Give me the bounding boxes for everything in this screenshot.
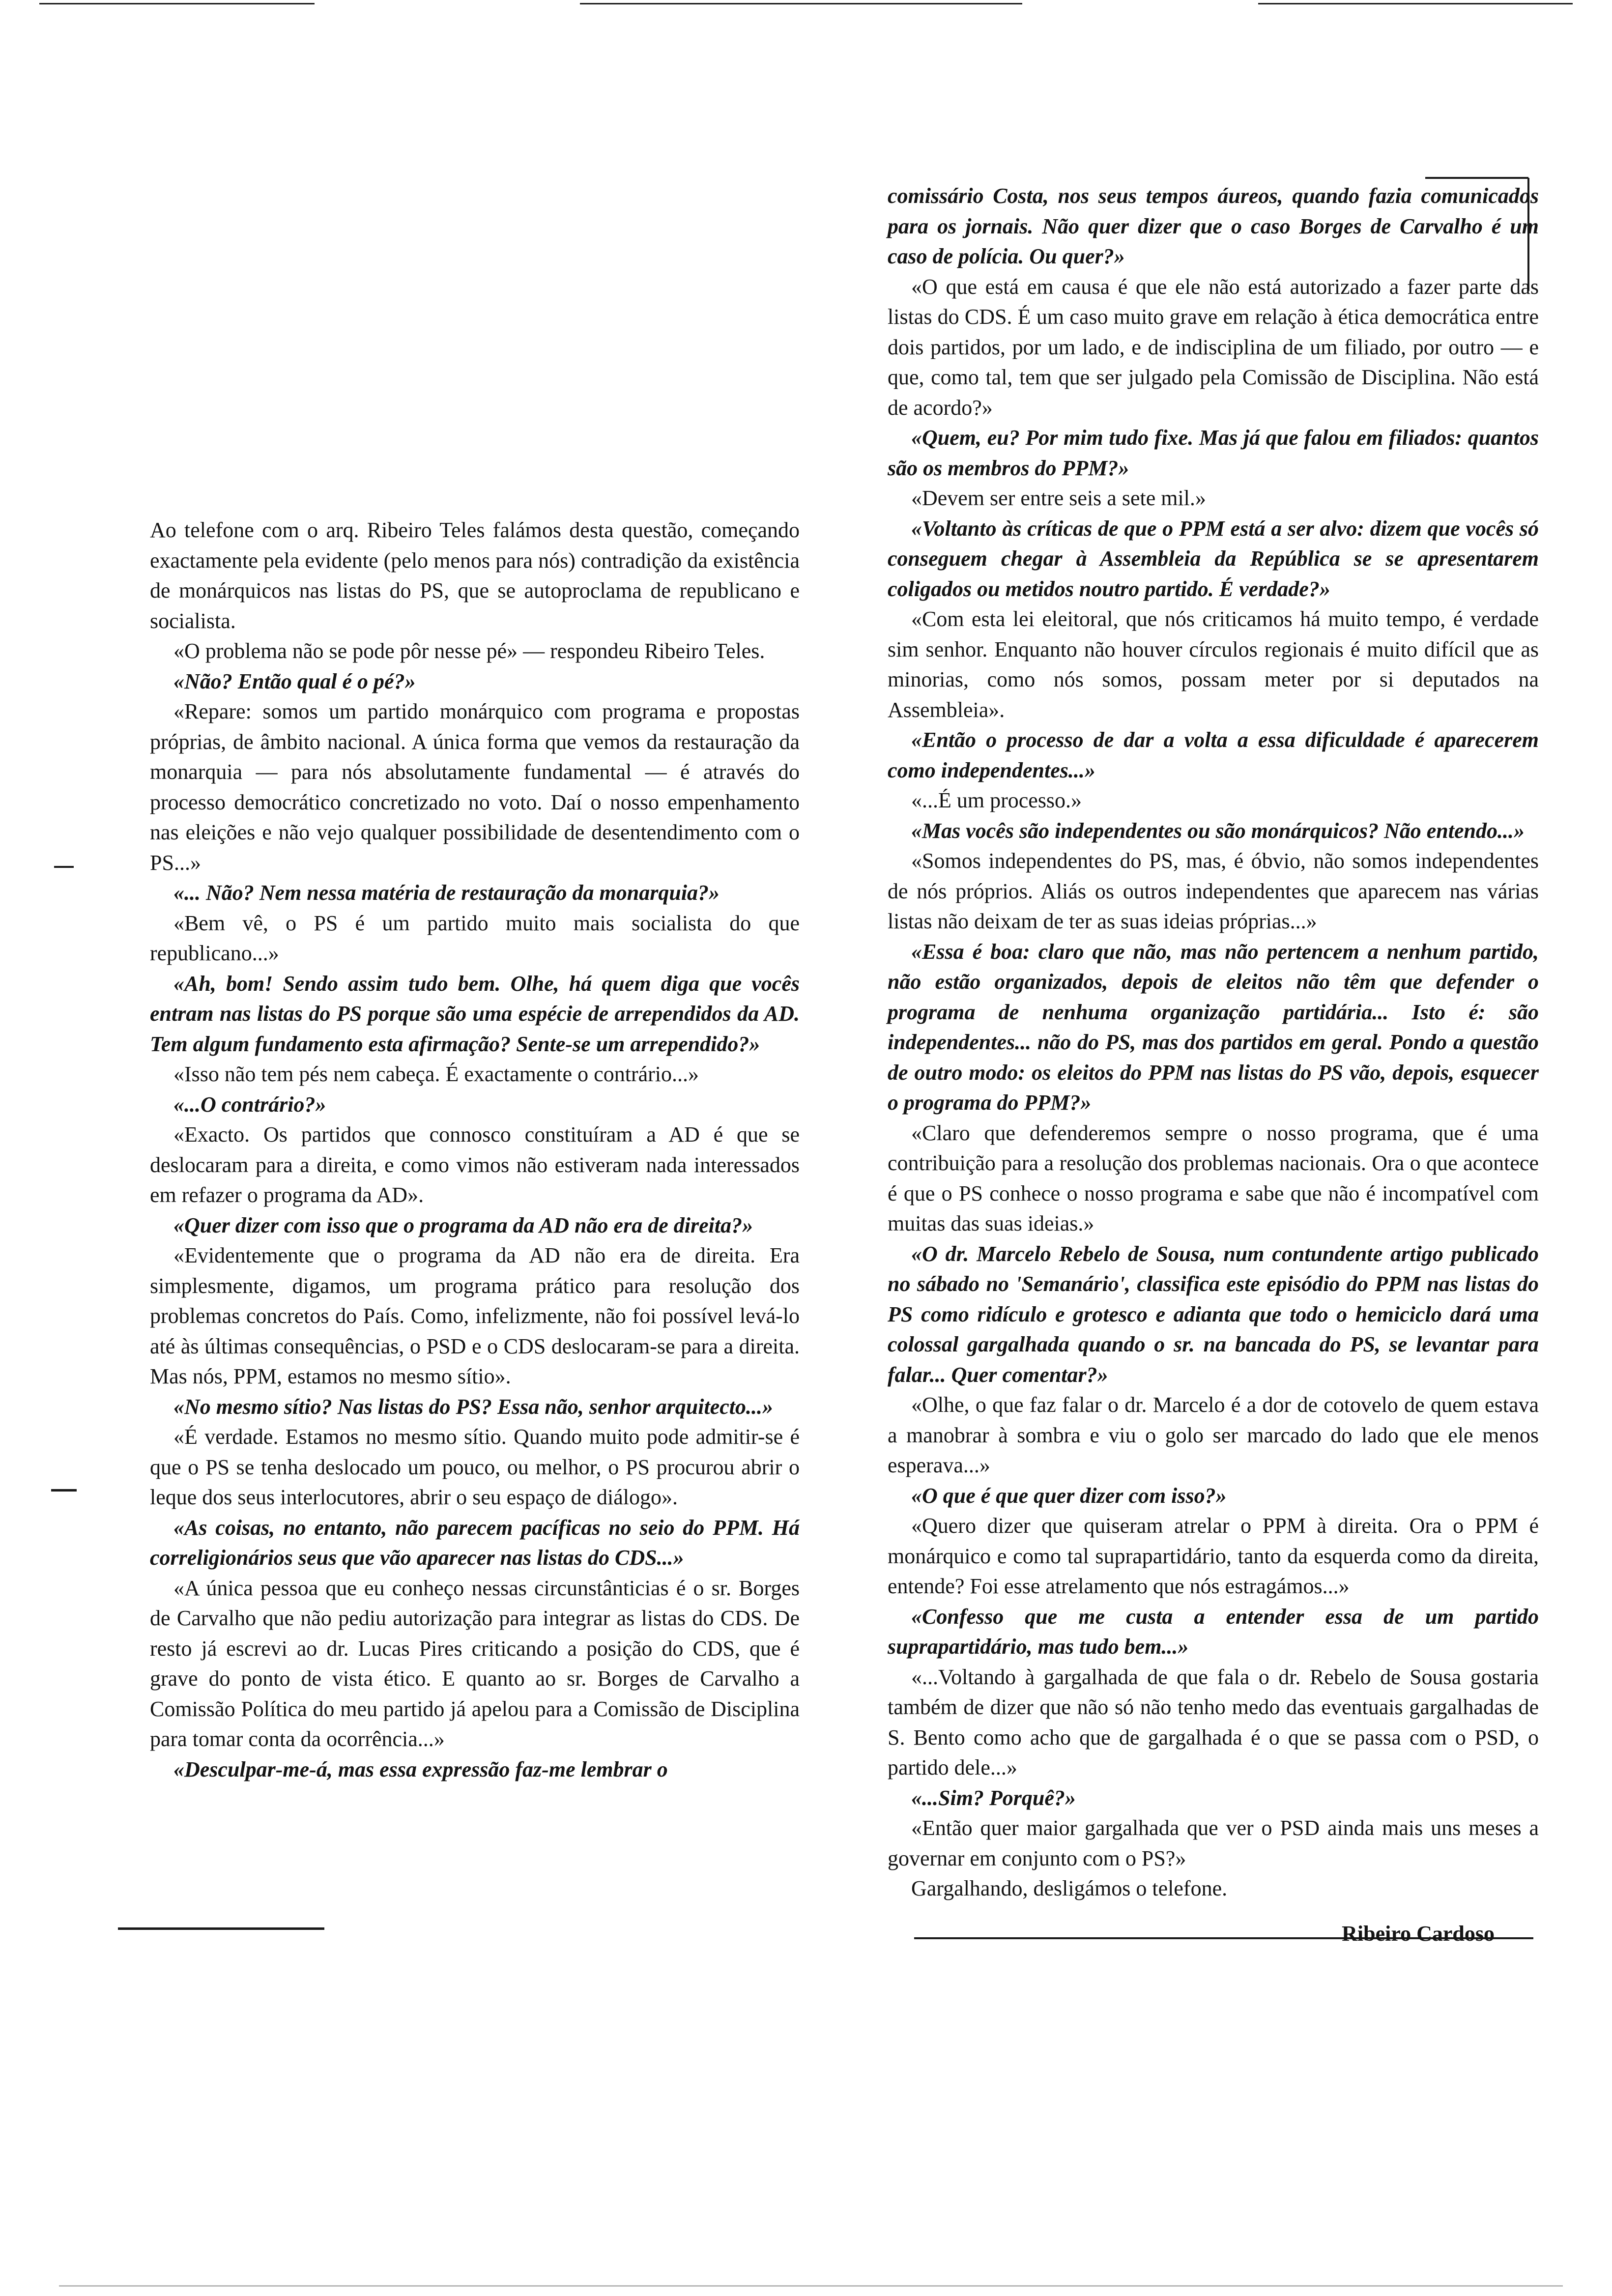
answer-paragraph: «Somos independentes do PS, mas, é óbvio, não somos independentes de nós próprios. Aliás os outros independentes que aparecem nas várias listas não deixam de ter as suas ideias próprias...»: [888, 849, 1539, 933]
question-paragraph: «...Sim? Porquê?»: [911, 1785, 1076, 1810]
top-edge-rule-center: [580, 3, 1022, 4]
left-margin-mark-2: [51, 1489, 77, 1492]
article-right-column: [888, 181, 1539, 1949]
question-paragraph: «Quer dizer com isso que o programa da AD não era de direita?»: [173, 1213, 753, 1237]
right-column-top-rule: [1425, 177, 1528, 179]
answer-paragraph: «Isso não tem pés nem cabeça. É exactamente o contrário...»: [173, 1062, 699, 1086]
answer-paragraph: «Repare: somos um partido monárquico com programa e propostas próprias, de âmbito nacional. A única forma que vemos da restauração da monarquia — para nós absolutamente fundamental — é através do processo democrático concretizado no voto. Daí o nosso empenhamento nas eleições e não vejo qualquer possibilidade de desentendimento com o PS...»: [150, 699, 800, 875]
answer-paragraph: «Devem ser entre seis a sete mil.»: [911, 486, 1206, 510]
author-signature: Ribeiro Cardoso: [1342, 1921, 1495, 1946]
answer-paragraph: «Claro que defenderemos sempre o nosso programa, que é uma contribuição para a resolução dos problemas nacionais. Ora o que acontece é que o PS conhece o nosso programa e sabe que não é incompatível com muitas das suas ideias.»: [888, 1120, 1539, 1235]
left-column-bottom-rule: [118, 1927, 324, 1930]
answer-paragraph: «Bem vê, o PS é um partido muito mais socialista do que republicano...»: [150, 911, 800, 965]
question-continuation: comissário Costa, nos seus tempos áureos, quando fazia comunicados para os jornais. Não quer dizer que o caso Borges de Carvalho é um caso de polícia. Ou quer?»: [888, 184, 1539, 268]
top-edge-rule-right: [1258, 3, 1573, 4]
question-paragraph: «No mesmo sítio? Nas listas do PS? Essa não, senhor arquitecto...»: [173, 1394, 773, 1419]
answer-paragraph: «Então quer maior gargalhada que ver o PSD ainda mais uns meses a governar em conjunto com o PS?»: [888, 1816, 1539, 1870]
answer-paragraph: «Com esta lei eleitoral, que nós criticamos há muito tempo, é verdade sim senhor. Enquanto não houver círculos regionais é muito difícil que as minorias, como nós somos, possam meter por si deputados na Assembleia».: [888, 607, 1539, 722]
question-paragraph: «Desculpar-me-á, mas essa expressão faz-me lembrar o: [173, 1757, 668, 1781]
left-margin-mark-1: [54, 866, 74, 868]
question-paragraph: «As coisas, no entanto, não parecem pacíficas no seio do PPM. Há correligionários seus que vão aparecer nas listas do CDS...»: [150, 1515, 800, 1570]
closing-narration: Gargalhando, desligámos o telefone.: [911, 1876, 1228, 1900]
question-paragraph: «Essa é boa: claro que não, mas não pertencem a nenhum partido, não estão organizados, depois de eleitos não têm que defender o programa de nenhuma organização partidária... Isto é: são independentes... não do PS, mas dos partidos em geral. Pondo a questão de outro modo: os eleitos do PPM nas listas do PS vão, depois, esquecer o programa do PPM?»: [888, 939, 1539, 1115]
answer-paragraph: «Quero dizer que quiseram atrelar o PPM à direita. Ora o PPM é monárquico e como tal suprapartidário, tanto da esquerda como da direita, entende? Foi esse atrelamento que nós estragámos...»: [888, 1514, 1539, 1598]
question-paragraph: «Ah, bom! Sendo assim tudo bem. Olhe, há quem diga que vocês entram nas listas do PS porque são uma espécie de arrependidos da AD. Tem algum fundamento esta afirmação? Sente-se um arrependido?»: [150, 971, 800, 1056]
answer-paragraph: «O que está em causa é que ele não está autorizado a fazer parte das listas do CDS. É um caso muito grave em relação à ética democrática entre dois partidos, por um lado, e de indisciplina de um filiado, por outro — e que, como tal, tem que ser julgado pela Comissão de Disciplina. Não está de acordo?»: [888, 274, 1539, 420]
answer-paragraph: «O problema não se pode pôr nesse pé» — respondeu Ribeiro Teles.: [173, 639, 765, 663]
answer-paragraph: «Evidentemente que o programa da AD não era de direita. Era simplesmente, digamos, um programa prático para resolução dos problemas concretos do País. Como, infelizmente, não foi possível levá-lo até às últimas consequências, o PSD e o CDS deslocaram-se para a direita. Mas nós, PPM, estamos no mesmo sítio».: [150, 1243, 800, 1388]
answer-paragraph: «É verdade. Estamos no mesmo sítio. Quando muito pode admitir-se é que o PS se tenha deslocado um pouco, ou melhor, o PS procurou abrir o leque dos seus interlocutores, abrir o seu espaço de diálogo».: [150, 1425, 800, 1509]
answer-paragraph: «...É um processo.»: [911, 788, 1082, 812]
answer-paragraph: «Exacto. Os partidos que connosco constituíram a AD é que se deslocaram para a direita, e como vimos não estiveram nada interessados em refazer o programa da AD».: [150, 1122, 800, 1207]
answer-paragraph: «...Voltando à gargalhada de que fala o dr. Rebelo de Sousa gostaria também de dizer que não só não tenho medo das eventuais gargalhadas de S. Bento como acho que de gargalhada é o que se passa com o PSD, o partido dele...»: [888, 1665, 1539, 1779]
question-paragraph: «Então o processo de dar a volta a essa dificuldade é aparecerem como independentes...»: [888, 728, 1539, 782]
question-paragraph: «O dr. Marcelo Rebelo de Sousa, num contundente artigo publicado no sábado no 'Semanário', classifica este episódio do PPM nas listas do PS como ridículo e grotesco e adianta que todo o hemiciclo dará uma colossal gargalhada quando o sr. na bancada do PS, se levantar para falar... Quer comentar?»: [888, 1241, 1539, 1387]
top-edge-rule-left: [39, 3, 315, 4]
question-paragraph: «Mas vocês são independentes ou são monárquicos? Não entendo...»: [911, 818, 1525, 843]
question-paragraph: «Quem, eu? Por mim tudo fixe. Mas já que falou em filiados: quantos são os membros do PPM?»: [888, 426, 1539, 480]
bottom-edge-noise: [59, 2285, 1563, 2287]
article-paragraph: Ao telefone com o arq. Ribeiro Teles falámos desta questão, começando exactamente pela evidente (pelo menos para nós) contradição da existência de monárquicos nas listas do PS, que se autoproclama de republicano e socialista.: [150, 518, 800, 633]
question-paragraph: «O que é que quer dizer com isso?»: [911, 1483, 1227, 1508]
question-paragraph: «Voltanto às críticas de que o PPM está a ser alvo: dizem que vocês só conseguem chegar à Assembleia da República se se apresentarem coligados ou metidos noutro partido. É verdade?»: [888, 516, 1539, 601]
question-paragraph: «Confesso que me custa a entender essa de um partido suprapartidário, mas tudo bem...»: [888, 1604, 1539, 1659]
answer-paragraph: «A única pessoa que eu conheço nessas circunstânticias é o sr. Borges de Carvalho que não pediu autorização para integrar as listas do CDS. De resto já escrevi ao dr. Lucas Pires criticando a posição do CDS, que é grave do ponto de vista ético. E quanto ao sr. Borges de Carvalho a Comissão Política do meu partido já apelou para a Comissão de Disciplina para tomar conta da ocorrência...»: [150, 1576, 800, 1751]
answer-paragraph: «Olhe, o que faz falar o dr. Marcelo é a dor de cotovelo de quem estava a manobrar à sombra e viu o golo ser marcado do lado que ele menos esperava...»: [888, 1393, 1539, 1477]
question-paragraph: «...O contrário?»: [173, 1092, 326, 1117]
question-paragraph: «Não? Então qual é o pé?»: [173, 669, 416, 693]
article-left-column: [150, 515, 800, 1784]
question-paragraph: «... Não? Nem nessa matéria de restauração da monarquia?»: [173, 881, 720, 905]
